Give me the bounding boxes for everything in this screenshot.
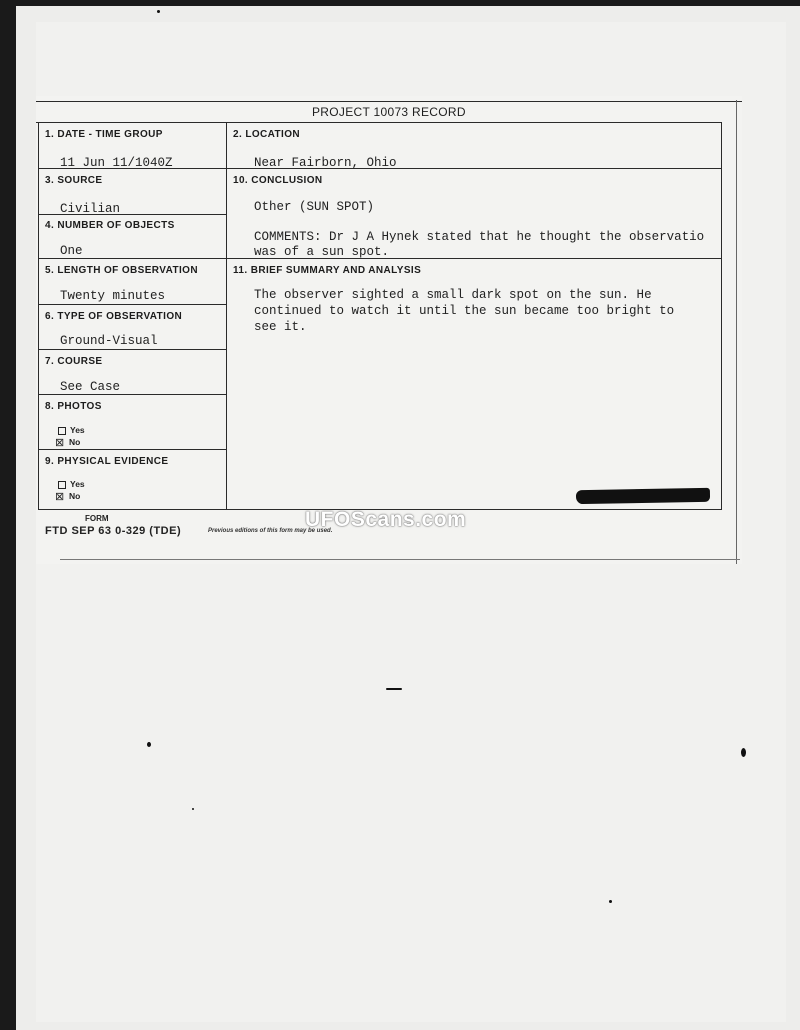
previous-editions-note: Previous editions of this form may be used. [208,528,333,534]
checkbox-checked-icon: ⊠ [55,436,65,449]
checkbox-checked-icon: ⊠ [55,490,65,503]
source-label: 3. SOURCE [45,175,103,186]
scan-speck [609,900,612,903]
conclusion-value: Other (SUN SPOT) [254,200,375,214]
scan-speck [741,748,746,757]
conclusion-label: 10. CONCLUSION [233,175,323,186]
physical-evidence-yes-option [58,478,85,490]
summary-label: 11. BRIEF SUMMARY AND ANALYSIS [233,265,422,276]
form-right-border [721,122,722,510]
scan-speck [386,688,402,690]
source-value: Civilian [60,202,121,216]
photos-no-label: No [69,437,81,447]
location-value: Near Fairborn, Ohio [254,156,397,170]
summary-line: see it. [254,320,307,334]
photos-yes-option [58,424,85,436]
header-rule [36,101,742,102]
date-time-group-value: 11 Jun 11/1040Z [60,156,173,170]
page-edge-line [736,100,737,564]
form-label: FORM [85,514,109,523]
photos-yes-label: Yes [70,425,85,435]
date-time-group-label: 1. DATE - TIME GROUP [45,129,163,140]
length-of-observation-value: Twenty minutes [60,289,166,303]
physical-evidence-yes-label: Yes [70,479,85,489]
number-of-objects-label: 4. NUMBER OF OBJECTS [45,220,175,231]
conclusion-comments-cont: was of a sun spot. [254,245,390,259]
conclusion-comments: COMMENTS: Dr J A Hynek stated that he thought the observatio [254,230,705,244]
form-column-divider [226,122,227,510]
watermark: UFOScans.com [305,508,467,531]
physical-evidence-no-label: No [69,491,81,501]
number-of-objects-value: One [60,244,83,258]
type-of-observation-value: Ground-Visual [60,334,158,348]
physical-evidence-no-option [55,490,80,503]
row-divider [38,258,227,259]
scan-speck [192,808,194,810]
checkbox-empty-icon [58,481,66,489]
row-divider [38,449,227,450]
scan-speck [147,742,151,747]
course-label: 7. COURSE [45,356,103,367]
location-label: 2. LOCATION [233,129,300,140]
summary-line: The observer sighted a small dark spot on the sun. He [254,288,652,302]
photos-label: 8. PHOTOS [45,401,102,412]
scan-speck [157,10,160,13]
form-left-border [38,122,39,510]
summary-line: continued to watch it until the sun became too bright to [254,304,675,318]
redaction-mark [576,488,710,504]
course-value: See Case [60,380,121,394]
physical-evidence-label: 9. PHYSICAL EVIDENCE [45,456,169,467]
form-id: FTD SEP 63 0-329 (TDE) [45,525,182,537]
page-bottom-line [60,559,740,560]
photos-no-option [55,436,80,449]
checkbox-empty-icon [58,427,66,435]
page-title: PROJECT 10073 RECORD [312,105,466,119]
length-of-observation-label: 5. LENGTH OF OBSERVATION [45,265,198,276]
row-divider [38,304,227,305]
type-of-observation-label: 6. TYPE OF OBSERVATION [45,311,183,322]
header-bottom-rule [36,122,722,123]
row-divider [38,394,227,395]
row-divider [38,349,227,350]
